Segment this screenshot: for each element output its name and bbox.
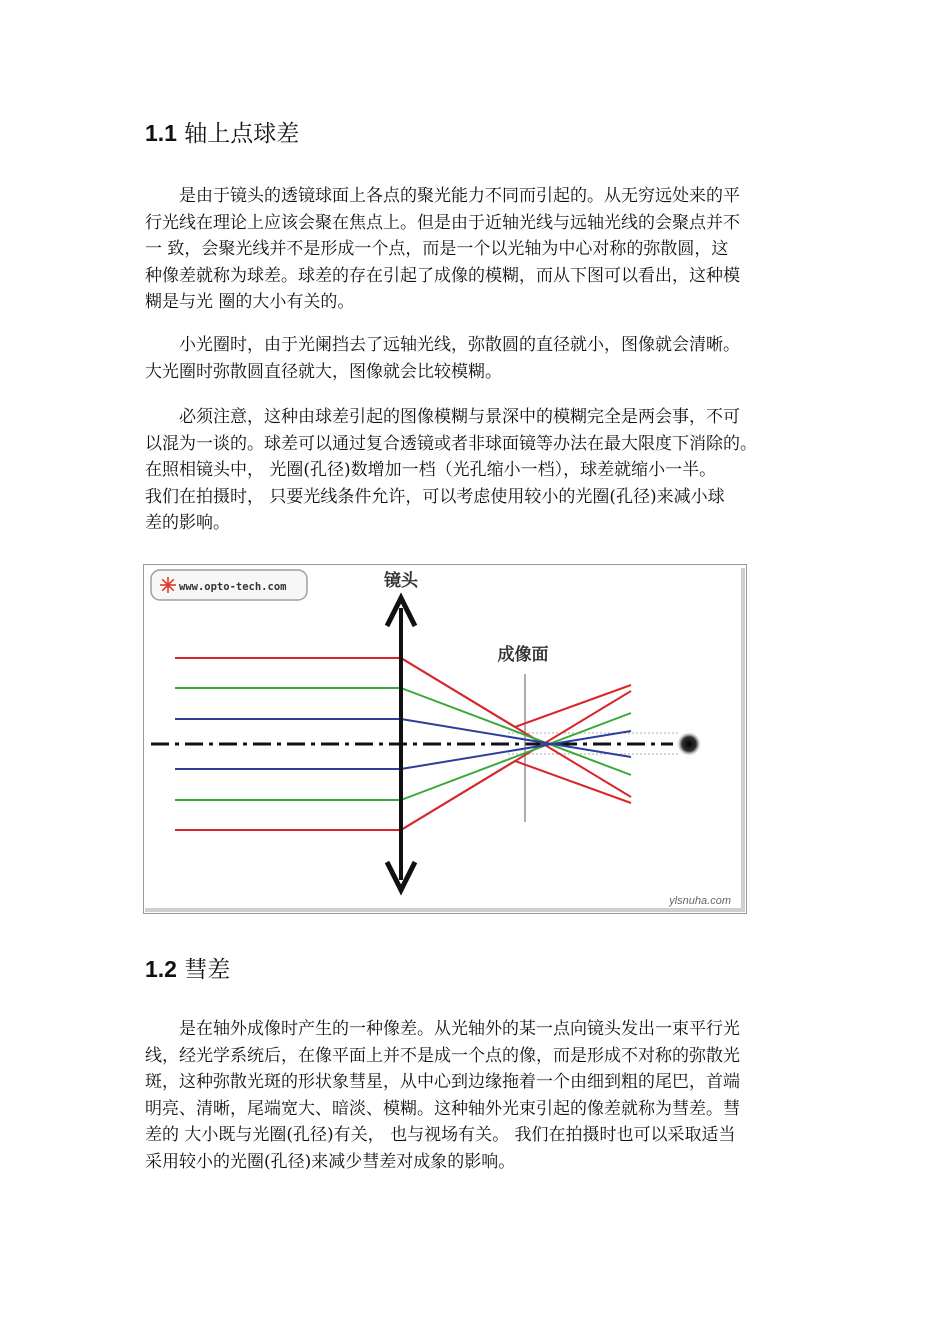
paragraph-spherical-aberration-cause <box>145 183 815 316</box>
text-line: 明亮、清晰，尾端宽大、暗淡、模糊。这种轴外光束引起的像差就称为彗差。彗 <box>145 1098 740 1119</box>
text-line: 必须注意，这种由球差引起的图像模糊与景深中的模糊完全是两会事，不可 <box>179 407 740 427</box>
text-line: 大光圈时弥散圆直径就大，图像就会比较模糊。 <box>145 361 502 382</box>
image-plane-label: 成像面 <box>497 645 549 665</box>
text-line: 是由于镜头的透镜球面上各点的聚光能力不同而引起的。从无穷远处来的平 <box>179 186 740 206</box>
watermark-top-text: www.opto-tech.com <box>179 581 287 593</box>
lens-label: 镜头 <box>384 571 418 591</box>
text-line: 行光线在理论上应该会聚在焦点上。但是由于近轴光线与远轴光线的会聚点并不 <box>145 212 740 233</box>
paragraph-aperture-size <box>145 332 815 385</box>
paragraph-note <box>145 404 815 537</box>
text-line: 小光圈时，由于光阑挡去了远轴光线，弥散圆的直径就小，图像就会清晰。 <box>179 335 740 355</box>
section-heading-1-1 <box>145 118 299 149</box>
text-line: 线，经光学系统后，在像平面上并不是成一个点的像，而是形成不对称的弥散光 <box>145 1045 740 1066</box>
text-line: 我们在拍摄时， 只要光线条件允许，可以考虑使用较小的光圈(孔径)来减小球 <box>145 486 725 507</box>
text-line: 在照相镜头中， 光圈(孔径)数增加一档（光孔缩小一档），球差就缩小一半。 <box>145 460 717 480</box>
text-line: 斑，这种弥散光斑的形状象彗星，从中心到边缘拖着一个由细到粗的尾巴，首端 <box>145 1072 740 1092</box>
spherical-aberration-diagram <box>143 564 747 914</box>
watermark-badge <box>151 570 307 600</box>
blur-spot-icon <box>677 732 701 756</box>
text-line: 差的影响。 <box>145 513 230 533</box>
section-heading-1-2 <box>145 954 230 985</box>
figure-border <box>144 565 747 914</box>
text-line: 一 致，会聚光线并不是形成一个点，而是一个以光轴为中心对称的弥散圆，这 <box>145 239 729 259</box>
text-line: 采用较小的光圈(孔径)来减少彗差对成象的影响。 <box>145 1151 516 1172</box>
star-logo-icon <box>160 577 176 593</box>
watermark-bottom-text: ylsnuha.com <box>669 895 731 907</box>
text-line: 差的 大小既与光圈(孔径)有关， 也与视场有关。 我们在拍摄时也可以采取适当 <box>145 1125 736 1145</box>
text-line: 是在轴外成像时产生的一种像差。从光轴外的某一点向镜头发出一束平行光 <box>179 1019 740 1039</box>
text-line: 种像差就称为球差。球差的存在引起了成像的模糊，而从下图可以看出，这种模 <box>145 265 740 286</box>
section-number: 1.2 <box>145 956 177 982</box>
text-line: 糊是与光 圈的大小有关的。 <box>145 292 355 312</box>
paragraph-coma-aberration <box>145 1016 815 1175</box>
section-title: 彗差 <box>184 957 231 983</box>
text-line: 以混为一谈的。球差可以通过复合透镜或者非球面镜等办法在最大限度下消除的。 <box>145 433 757 454</box>
section-title: 轴上点球差 <box>184 121 300 147</box>
section-number: 1.1 <box>145 120 177 146</box>
